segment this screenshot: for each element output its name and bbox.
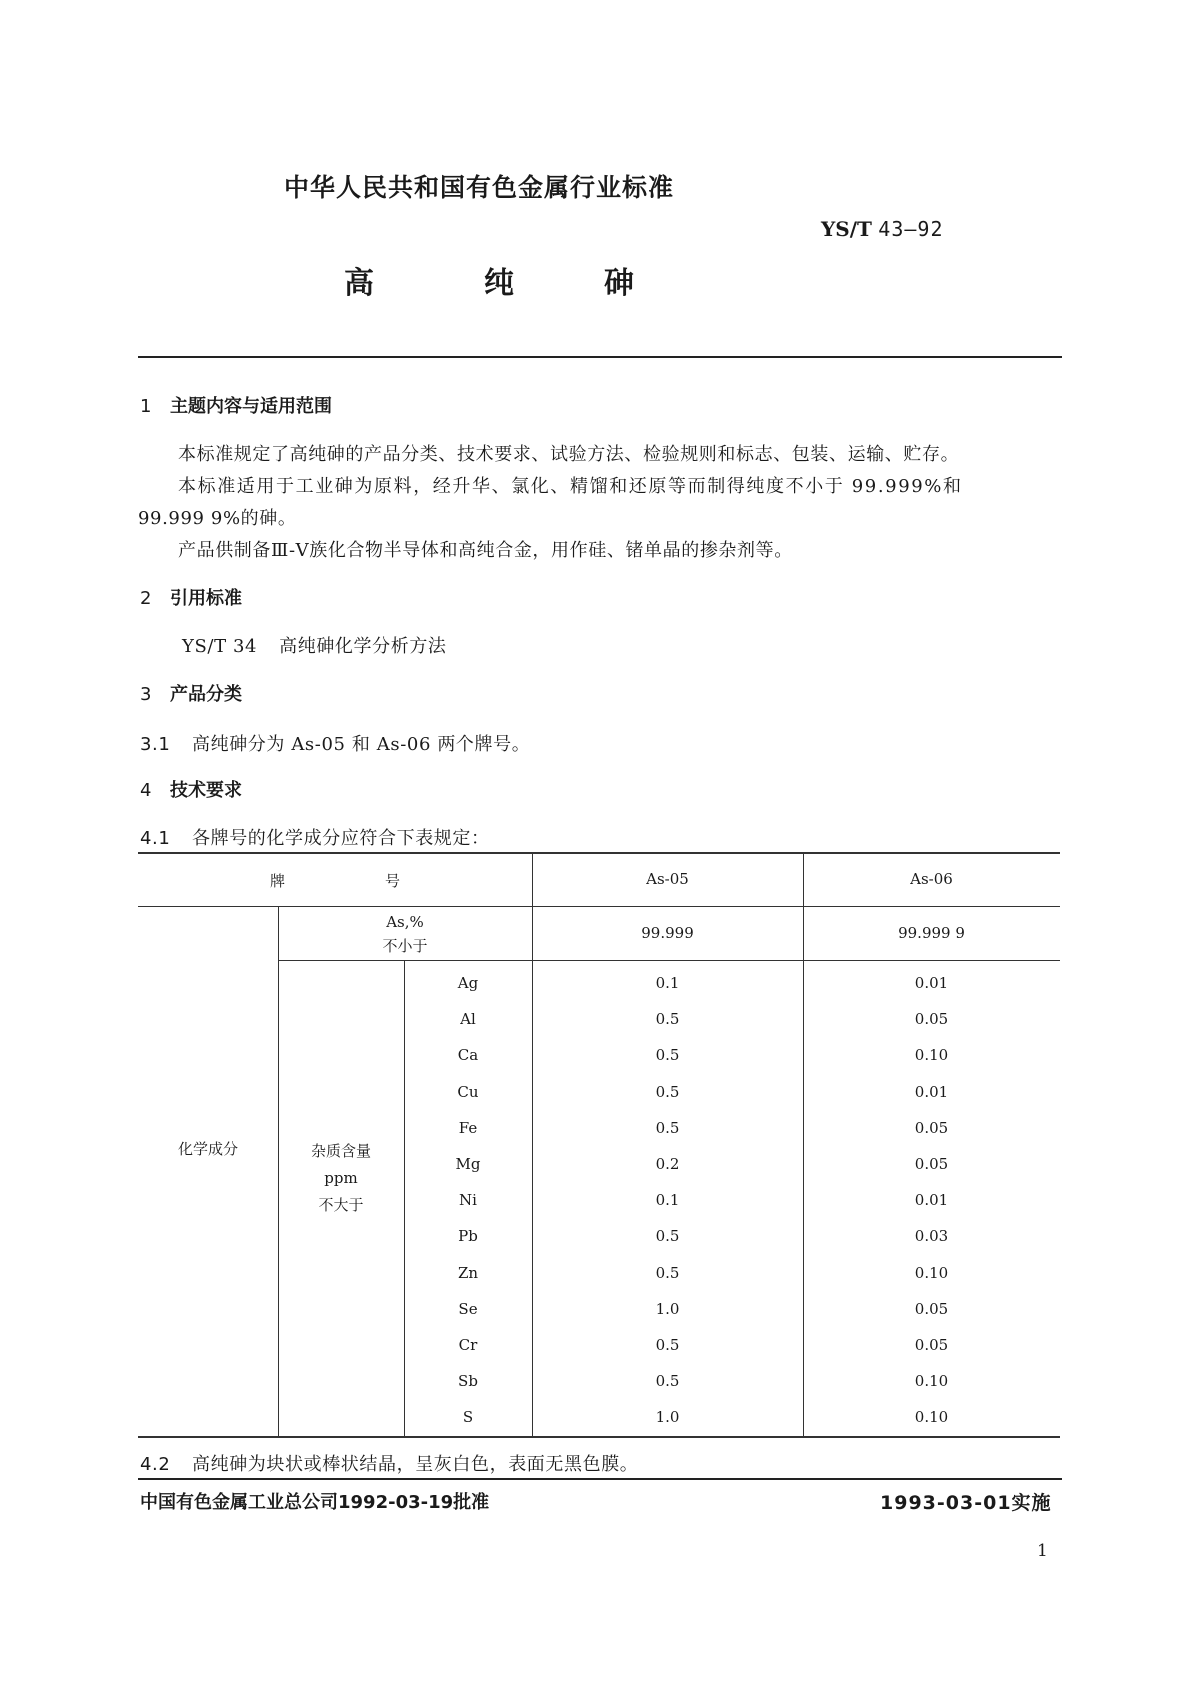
document-title-char-3: 砷 bbox=[604, 266, 634, 301]
impurity-as05-value: 0.1 bbox=[655, 1191, 680, 1209]
as-purity-unit: As,% bbox=[386, 913, 424, 931]
header-as06: As-06 bbox=[910, 870, 953, 888]
impurity-as06-value: 0.05 bbox=[914, 1336, 949, 1354]
section-4-heading bbox=[140, 776, 242, 802]
implementation-date: 1993-03-01实施 bbox=[880, 1492, 1052, 1514]
clause-4-1 bbox=[140, 824, 490, 850]
standard-code bbox=[821, 217, 944, 241]
impurity-element: Ni bbox=[459, 1191, 477, 1209]
impurity-as06-value: 0.10 bbox=[914, 1264, 949, 1282]
impurity-as06-value: 0.05 bbox=[914, 1119, 949, 1137]
impurity-element: Sb bbox=[458, 1372, 478, 1390]
document-title-char-1: 高 bbox=[344, 266, 374, 301]
impurity-label bbox=[278, 1138, 404, 1219]
section-3-title: 产品分类 bbox=[170, 684, 242, 705]
header-grade-left: 牌 bbox=[269, 872, 285, 890]
standard-code-number: 43—92 bbox=[878, 217, 944, 241]
impurity-as06-value: 0.10 bbox=[914, 1408, 949, 1426]
impurity-as05-value: 0.5 bbox=[655, 1083, 680, 1101]
impurity-as06-value: 0.10 bbox=[914, 1046, 949, 1064]
table-as-row-rule bbox=[278, 960, 1060, 961]
section-1-number: 1 bbox=[140, 396, 152, 417]
reference-code: YS/T 34 bbox=[182, 636, 258, 657]
impurity-element: Mg bbox=[455, 1155, 481, 1173]
table-top-rule bbox=[138, 852, 1060, 854]
footer-divider bbox=[138, 1478, 1062, 1480]
section-1-heading bbox=[140, 392, 332, 418]
standard-category-title: 中华人民共和国有色金属行业标准 bbox=[284, 173, 675, 202]
header-as05: As-05 bbox=[646, 870, 689, 888]
section-2-number: 2 bbox=[140, 588, 152, 609]
impurity-element: Se bbox=[458, 1300, 478, 1318]
as-purity-condition: 不小于 bbox=[382, 937, 428, 955]
clause-3-1-number: 3.1 bbox=[140, 734, 171, 755]
impurity-as06-value: 0.05 bbox=[914, 1300, 949, 1318]
clause-3-1-text: 高纯砷分为 As-05 和 As-06 两个牌号。 bbox=[192, 734, 531, 755]
impurity-element: Pb bbox=[458, 1227, 478, 1245]
impurity-as05-value: 1.0 bbox=[655, 1408, 680, 1426]
impurity-as06-value: 0.05 bbox=[914, 1010, 949, 1028]
impurity-element: Cu bbox=[457, 1083, 479, 1101]
title-divider bbox=[138, 356, 1062, 358]
table-bottom-rule bbox=[138, 1436, 1060, 1438]
clause-4-1-number: 4.1 bbox=[140, 828, 171, 849]
impurity-as06-value: 0.05 bbox=[914, 1155, 949, 1173]
impurity-element: Ag bbox=[457, 974, 479, 992]
impurity-as05-value: 0.5 bbox=[655, 1264, 680, 1282]
impurity-label-line-1: 杂质含量 bbox=[310, 1142, 371, 1160]
impurity-element: Zn bbox=[457, 1264, 479, 1282]
clause-3-1 bbox=[140, 730, 530, 756]
impurity-as05-value: 0.5 bbox=[655, 1046, 680, 1064]
impurity-as06-value: 0.01 bbox=[914, 1191, 949, 1209]
section-1-paragraph-1: 本标准规定了高纯砷的产品分类、技术要求、试验方法、检验规则和标志、包装、运输、贮存。 bbox=[178, 444, 960, 465]
document-title bbox=[344, 258, 634, 302]
clause-4-2-text: 高纯砷为块状或棒状结晶，呈灰白色，表面无黑色膜。 bbox=[192, 1454, 639, 1475]
section-1-paragraph-2b: 99.999 9%的砷。 bbox=[138, 508, 297, 529]
impurity-element: S bbox=[462, 1408, 474, 1426]
standard-code-prefix: YS/T bbox=[821, 217, 872, 241]
impurity-label-line-2: ppm bbox=[324, 1169, 358, 1187]
impurity-as05-value: 0.1 bbox=[655, 974, 680, 992]
impurity-element: Fe bbox=[458, 1119, 478, 1137]
section-3-heading bbox=[140, 680, 242, 706]
impurity-as06-value: 0.03 bbox=[914, 1227, 949, 1245]
impurity-as05-value: 0.5 bbox=[655, 1010, 680, 1028]
header-grade bbox=[138, 870, 532, 891]
impurity-label-line-3: 不大于 bbox=[318, 1196, 364, 1214]
page-number: 1 bbox=[1037, 1541, 1048, 1561]
clause-4-1-text: 各牌号的化学成分应符合下表规定： bbox=[192, 828, 490, 849]
header-grade-right: 号 bbox=[385, 872, 401, 890]
impurity-as06-value: 0.01 bbox=[914, 974, 949, 992]
impurity-element: Ca bbox=[457, 1046, 479, 1064]
impurity-as05-value: 0.5 bbox=[655, 1227, 680, 1245]
section-2-title: 引用标准 bbox=[170, 588, 242, 609]
chemical-composition-table bbox=[138, 852, 1060, 1438]
clause-4-2 bbox=[140, 1450, 638, 1476]
approval-note: 中国有色金属工业总公司1992-03-19批准 bbox=[140, 1492, 490, 1513]
impurity-element: Al bbox=[460, 1010, 476, 1028]
impurity-as06-value: 0.01 bbox=[914, 1083, 949, 1101]
section-4-number: 4 bbox=[140, 780, 152, 801]
as-purity-as06: 99.999 9 bbox=[898, 924, 965, 942]
impurity-as05-value: 0.5 bbox=[655, 1336, 680, 1354]
section-2-heading bbox=[140, 584, 242, 610]
impurity-as05-value: 1.0 bbox=[655, 1300, 680, 1318]
impurity-element: Cr bbox=[458, 1336, 478, 1354]
reference-standard bbox=[182, 632, 447, 658]
section-3-number: 3 bbox=[140, 684, 152, 705]
table-header-rule bbox=[138, 906, 1060, 907]
clause-4-2-number: 4.2 bbox=[140, 1454, 171, 1475]
impurity-as05-value: 0.5 bbox=[655, 1372, 680, 1390]
impurity-as05-value: 0.2 bbox=[655, 1155, 680, 1173]
reference-title: 高纯砷化学分析方法 bbox=[279, 636, 447, 657]
row-group-chemical-composition: 化学成分 bbox=[177, 1140, 238, 1158]
section-4-title: 技术要求 bbox=[170, 780, 242, 801]
as-purity-label bbox=[278, 910, 532, 958]
as-purity-as05: 99.999 bbox=[641, 924, 694, 942]
section-1-title: 主题内容与适用范围 bbox=[170, 396, 332, 417]
document-title-char-2: 纯 bbox=[484, 266, 514, 301]
impurity-as06-value: 0.10 bbox=[914, 1372, 949, 1390]
impurity-as05-value: 0.5 bbox=[655, 1119, 680, 1137]
section-1-paragraph-3: 产品供制备Ⅲ-Ⅴ族化合物半导体和高纯合金，用作硅、锗单晶的掺杂剂等。 bbox=[178, 540, 793, 561]
section-1-paragraph-2a: 本标准适用于工业砷为原料，经升华、氯化、精馏和还原等而制得纯度不小于 99.999%和 bbox=[178, 476, 963, 497]
